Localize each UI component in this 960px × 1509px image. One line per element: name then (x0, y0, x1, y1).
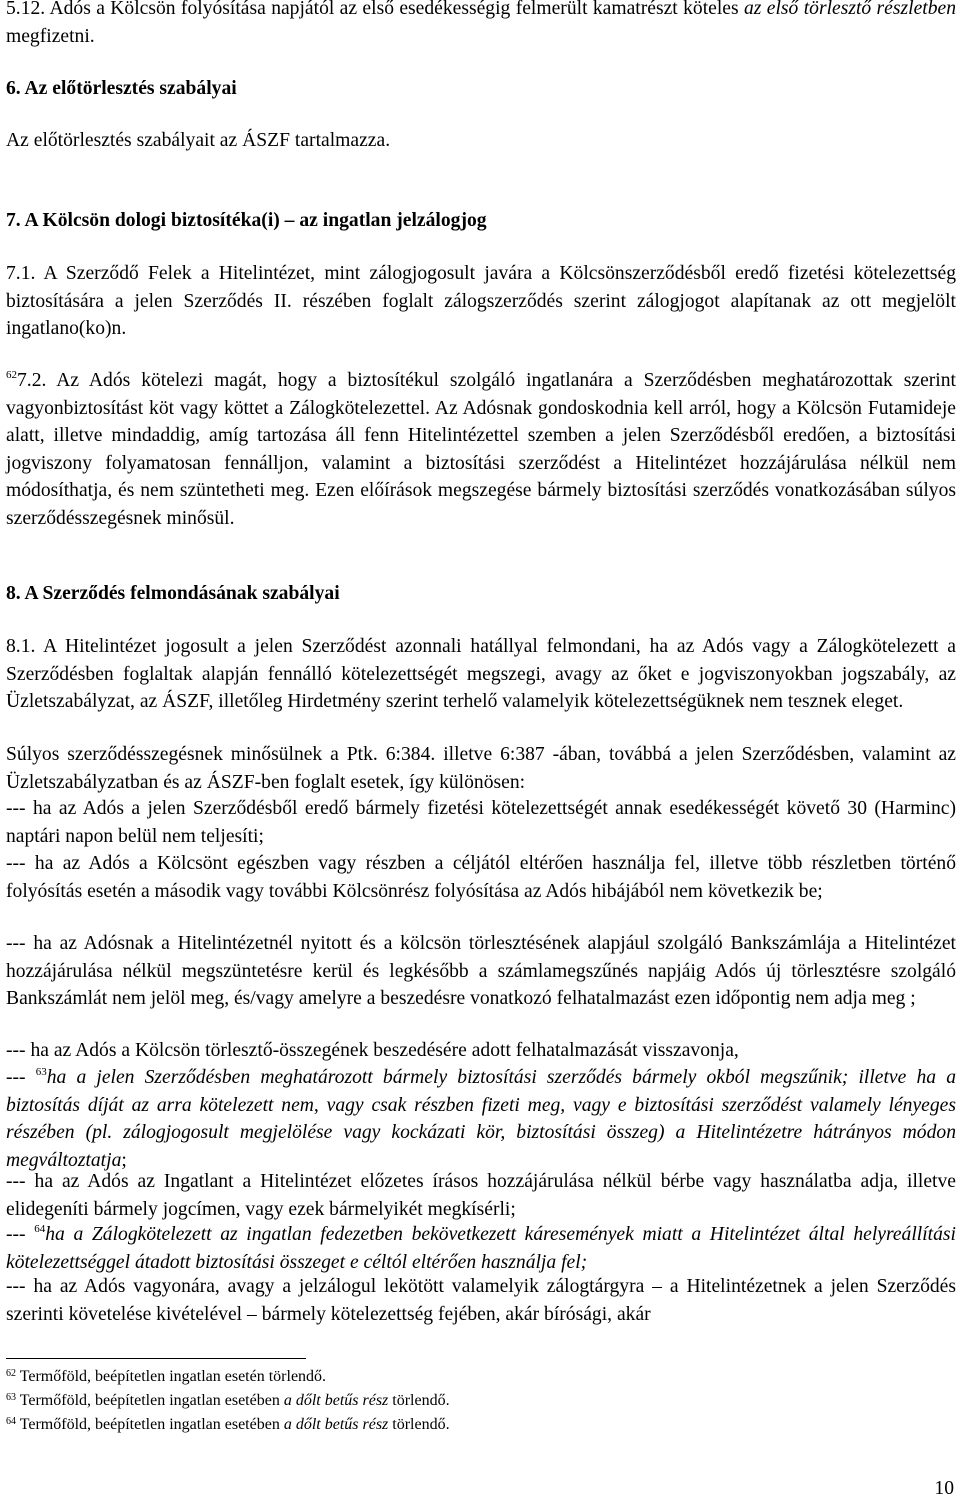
list-item: --- ha az Adósnak a Hitelintézetnél nyitott és a kölcsön törlesztésének alapjául szolgáló Bankszámlája a Hitelintézet hozzájárulása nélkül megszüntetésre kerül és legkésőbb a számlamegszűnés napjáig Adós új törlesztésre szolgáló Bankszámlát nem jelöl meg, és/vagy amelyre a beszedésre vonatkozó felhatalmazást ezen időpontig nem adja meg ; (6, 933, 956, 1009)
section-heading-6: 6. Az előtörlesztés szabályai (6, 78, 237, 99)
footnote-ref: 63 (35, 1066, 47, 1078)
paragraph-8-1: 8.1. A Hitelintézet jogosult a jelen Szerződést azonnali hatállyal felmondani, ha az Adós vagy a Zálogkötelezett a Szerződésben foglaltak alapján fennálló kötelezettségét megszegi, avagy az őket e jogviszonyokban jogszabály, az Üzletszabályzat, az ÁSZF, illetőleg Hirdetmény szerint terhelő valamelyik kötelezettségüknek nem tesznek eleget. (6, 636, 956, 712)
italic-text: ha a jelen Szerződésben meghatározott bármely biztosítási szerződés bármely okból megszűnik; illetve ha a biztosítás díját az arra kötelezett nem, vagy csak részben fizeti meg, vagy e biztosítási szerződést valamely lényeges részében (pl. zálogjogosult megjelölése vagy kockázati kör, biztosítási összeg) a Hitelintézetre hátrányos módon megváltoztatja (6, 1067, 956, 1171)
text: Termőföld, beépítetlen ingatlan esetében (19, 1416, 284, 1433)
footnote (6, 1415, 450, 1435)
footnote-number: 63 (6, 1392, 16, 1403)
paragraph-7-2 (6, 367, 956, 532)
footnote-ref: 62 (6, 369, 17, 381)
paragraph-6: Az előtörlesztés szabályait az ÁSZF tartalmazza. (6, 130, 391, 151)
list-item: --- ha az Adós a Kölcsön törlesztő-összegének beszedésére adott felhatalmazását visszavonja, (6, 1040, 739, 1061)
footnote-ref: 64 (34, 1223, 46, 1235)
text: --- (6, 1067, 36, 1088)
list-item: --- ha az Adós az Ingatlant a Hitelintézet előzetes írásos hozzájárulása nélkül bérbe vagy használatba adja, illetve elidegeníti bármely jogcímen, vagy ezek bármelyikét megkísérli; (6, 1171, 956, 1220)
text: 7.2. Az Adós kötelezi magát, hogy a biztosítékul szolgáló ingatlanára a Szerződésben meghatározottak szerint vagyonbiztosítást köt vagy köttet a Zálogkötelezettel. Az Adósnak gondoskodnia kell arról, hogy a Kölcsön Futamideje alatt, illetve mindaddig, amíg tartozása áll fenn Hitelintézettel szemben a jelen Szerződésből eredően, a biztosítási jogviszony folyamatosan fennálljon, valamint a biztosítási szerződést a Hitelintézet hozzájárulása nélkül nem módosíthatja, és nem szüntetheti meg. Ezen előírások megszegése bármely biztosítási szerződés vonatkozásában súlyos szerződésszegésnek minősül. (6, 370, 956, 529)
text: törlendő. (388, 1392, 450, 1409)
text: Termőföld, beépítetlen ingatlan esetében (19, 1392, 284, 1409)
italic-text: az első törlesztő részletben (743, 0, 957, 19)
footnote-divider (6, 1358, 306, 1359)
list-item: --- ha az Adós a Kölcsönt egészben vagy részben a céljától eltérően használja fel, illetve több részletben történő folyósítás esetén a második vagy további Kölcsönrész folyósítása az Adós hibájából nem következik be; (6, 853, 956, 902)
page-number: 10 (934, 1478, 954, 1499)
text: ; (121, 1149, 127, 1171)
italic-text: ha a Zálogkötelezett az ingatlan fedezetben bekövetkezett káresemények miatt a Hitelintézet által helyreállítási kötelezettséggel átadott biztosítási összeget e céltól eltérően használja fel; (6, 1224, 956, 1273)
section-heading-8: 8. A Szerződés felmondásának szabályai (6, 583, 340, 604)
footnote (6, 1367, 326, 1387)
section-heading-7: 7. A Kölcsön dologi biztosítéka(i) – az ingatlan jelzálogjog (6, 210, 487, 231)
footnote-number: 64 (6, 1416, 16, 1427)
list-item: --- ha az Adós vagyonára, avagy a jelzálogul lekötött valamelyik zálogtárgyra – a Hitelintézetnek a jelen Szerződés szerinti követelése kivételével – bármely kötelezettség fejében, akár bírósági, akár (6, 1276, 956, 1325)
text: megfizetni. (6, 25, 95, 47)
text: 5.12. Adós a Kölcsön folyósítása napjától az első esedékességig felmerült kamatrészt köteles (6, 0, 744, 19)
paragraph-sulyos: Súlyos szerződésszegésnek minősülnek a Ptk. 6:384. illetve 6:387 -ában, továbbá a jelen Szerződésben, valamint az Üzletszabályzatban és az ÁSZF-ben foglalt esetek, így különösen: (6, 744, 956, 793)
text: --- (6, 1224, 35, 1245)
paragraph-7-1: 7.1. A Szerződő Felek a Hitelintézet, mint zálogjogosult javára a Kölcsönszerződésből eredő fizetési kötelezettség biztosítására a jelen Szerződés II. részében foglalt zálogszerződés szerint zálogjogot alapítanak az ott megjelölt ingatlano(ko)n. (6, 263, 956, 339)
text: Termőföld, beépítetlen ingatlan esetén törlendő. (19, 1368, 327, 1385)
list-item (6, 1064, 956, 1174)
list-item (6, 1221, 956, 1276)
italic-text: a dőlt betűs rész (283, 1416, 389, 1433)
italic-text: a dőlt betűs rész (283, 1392, 389, 1409)
footnote-number: 62 (6, 1368, 16, 1379)
paragraph-5-12 (6, 0, 956, 50)
list-item: --- ha az Adós a jelen Szerződésből eredő bármely fizetési kötelezettségét annak esedékességét követő 30 (Harminc) naptári napon belül nem teljesíti; (6, 798, 956, 847)
text: törlendő. (388, 1416, 450, 1433)
footnote (6, 1391, 450, 1411)
